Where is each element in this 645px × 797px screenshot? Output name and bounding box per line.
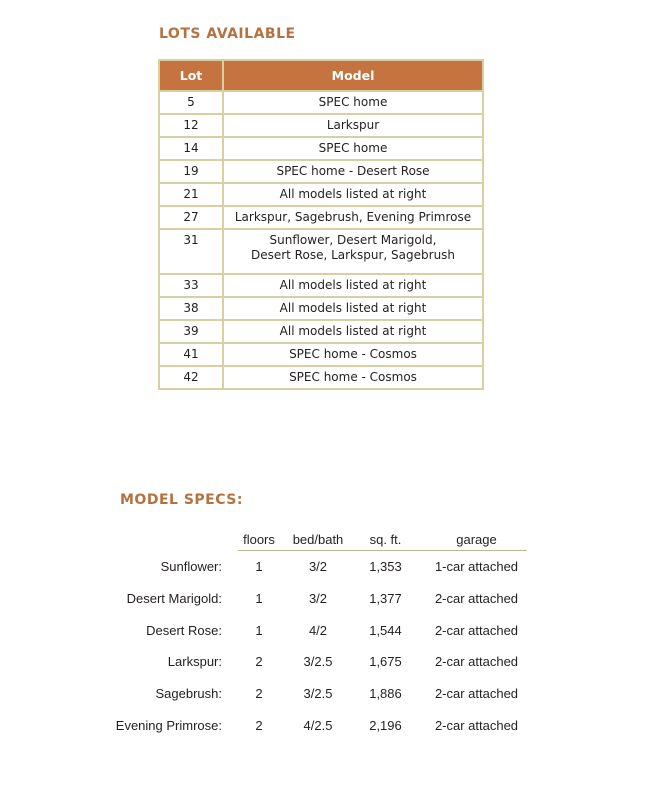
lot-column-header: Lot: [159, 60, 223, 91]
lot-model: [223, 183, 483, 206]
floors-value: 1: [255, 591, 263, 606]
sqft-column-header: sq. ft.: [369, 532, 402, 547]
lots-header-row: [159, 60, 483, 91]
model-specs-heading: MODEL SPECS:: [120, 492, 243, 508]
model-line: All models listed at right: [279, 187, 427, 201]
sqft-value: 1,675: [369, 654, 402, 669]
lot-row: [159, 206, 483, 229]
garage-value: 1-car attached: [434, 559, 519, 574]
lot-row: [159, 320, 483, 343]
lot-number: 31: [159, 229, 223, 274]
lot-model: [223, 366, 483, 389]
model-name: Desert Marigold:: [126, 591, 222, 606]
spec-row: [0, 654, 645, 674]
lot-model: [223, 114, 483, 137]
lot-row: [159, 229, 483, 274]
model-name: Evening Primrose:: [115, 718, 222, 733]
lot-number: 12: [159, 114, 223, 137]
model-line: Larkspur: [326, 118, 380, 132]
lot-model: [223, 137, 483, 160]
model-line: Sunflower, Desert Marigold,: [269, 233, 437, 247]
lot-model: [223, 160, 483, 183]
lot-row: [159, 183, 483, 206]
model-line: Desert Rose, Larkspur, Sagebrush: [250, 248, 456, 262]
lot-number: 27: [159, 206, 223, 229]
model-name: Sagebrush:: [155, 686, 222, 701]
model-line: All models listed at right: [279, 278, 427, 292]
model-line: Larkspur, Sagebrush, Evening Primrose: [234, 210, 472, 224]
model-line: SPEC home: [318, 95, 388, 109]
floors-value: 2: [255, 654, 263, 669]
garage-value: 2-car attached: [434, 686, 519, 701]
floors-value: 1: [255, 559, 263, 574]
lot-row: [159, 274, 483, 297]
lots-table: [158, 59, 484, 390]
model-line: SPEC home - Cosmos: [289, 370, 417, 384]
lot-number: 39: [159, 320, 223, 343]
bedbath-column-header: bed/bath: [292, 532, 344, 547]
spec-row: [0, 686, 645, 706]
lot-row: [159, 343, 483, 366]
lot-model: [223, 320, 483, 343]
garage-value: 2-car attached: [434, 623, 519, 638]
lot-number: 33: [159, 274, 223, 297]
sqft-value: 1,377: [369, 591, 402, 606]
sqft-value: 2,196: [369, 718, 402, 733]
lot-row: [159, 297, 483, 320]
lot-row: [159, 160, 483, 183]
lot-number: 19: [159, 160, 223, 183]
model-specs-table: [0, 528, 645, 748]
lot-row: [159, 91, 483, 114]
bedbath-value: 3/2.5: [303, 686, 333, 701]
floors-column-header: floors: [243, 532, 275, 547]
spec-row: [0, 559, 645, 579]
model-name: Sunflower:: [160, 559, 222, 574]
lot-model: [223, 91, 483, 114]
garage-value: 2-car attached: [434, 654, 519, 669]
model-line: SPEC home - Desert Rose: [276, 164, 430, 178]
sqft-value: 1,353: [369, 559, 402, 574]
floors-value: 2: [255, 686, 263, 701]
lot-row: [159, 137, 483, 160]
model-column-header: Model: [223, 60, 483, 91]
lot-model: [223, 274, 483, 297]
garage-value: 2-car attached: [434, 718, 519, 733]
spec-row: [0, 718, 645, 738]
lots-table-body: [159, 91, 483, 389]
lot-number: 41: [159, 343, 223, 366]
bedbath-value: 3/2.5: [303, 654, 333, 669]
bedbath-value: 3/2: [308, 591, 328, 606]
garage-column-header: garage: [456, 532, 497, 547]
floors-value: 1: [255, 623, 263, 638]
lot-model: [223, 297, 483, 320]
lot-number: 38: [159, 297, 223, 320]
lot-model: [223, 343, 483, 366]
model-name: Larkspur:: [167, 654, 222, 669]
lot-number: 42: [159, 366, 223, 389]
sqft-value: 1,544: [369, 623, 402, 638]
spec-row: [0, 591, 645, 611]
bedbath-value: 4/2.5: [303, 718, 333, 733]
model-name: Desert Rose:: [146, 623, 222, 638]
model-line: All models listed at right: [279, 301, 427, 315]
lot-number: 21: [159, 183, 223, 206]
garage-value: 2-car attached: [434, 591, 519, 606]
lot-row: [159, 366, 483, 389]
lot-number: 5: [159, 91, 223, 114]
model-line: SPEC home: [318, 141, 388, 155]
sqft-value: 1,886: [369, 686, 402, 701]
lots-available-heading: LOTS AVAILABLE: [159, 26, 296, 42]
model-line: SPEC home - Cosmos: [289, 347, 417, 361]
lot-model: [223, 206, 483, 229]
header-divider: [238, 550, 527, 551]
spec-row: [0, 623, 645, 643]
lot-number: 14: [159, 137, 223, 160]
lot-row: [159, 114, 483, 137]
lot-model: [223, 229, 483, 274]
bedbath-value: 3/2: [308, 559, 328, 574]
bedbath-value: 4/2: [308, 623, 328, 638]
floors-value: 2: [255, 718, 263, 733]
model-line: All models listed at right: [279, 324, 427, 338]
